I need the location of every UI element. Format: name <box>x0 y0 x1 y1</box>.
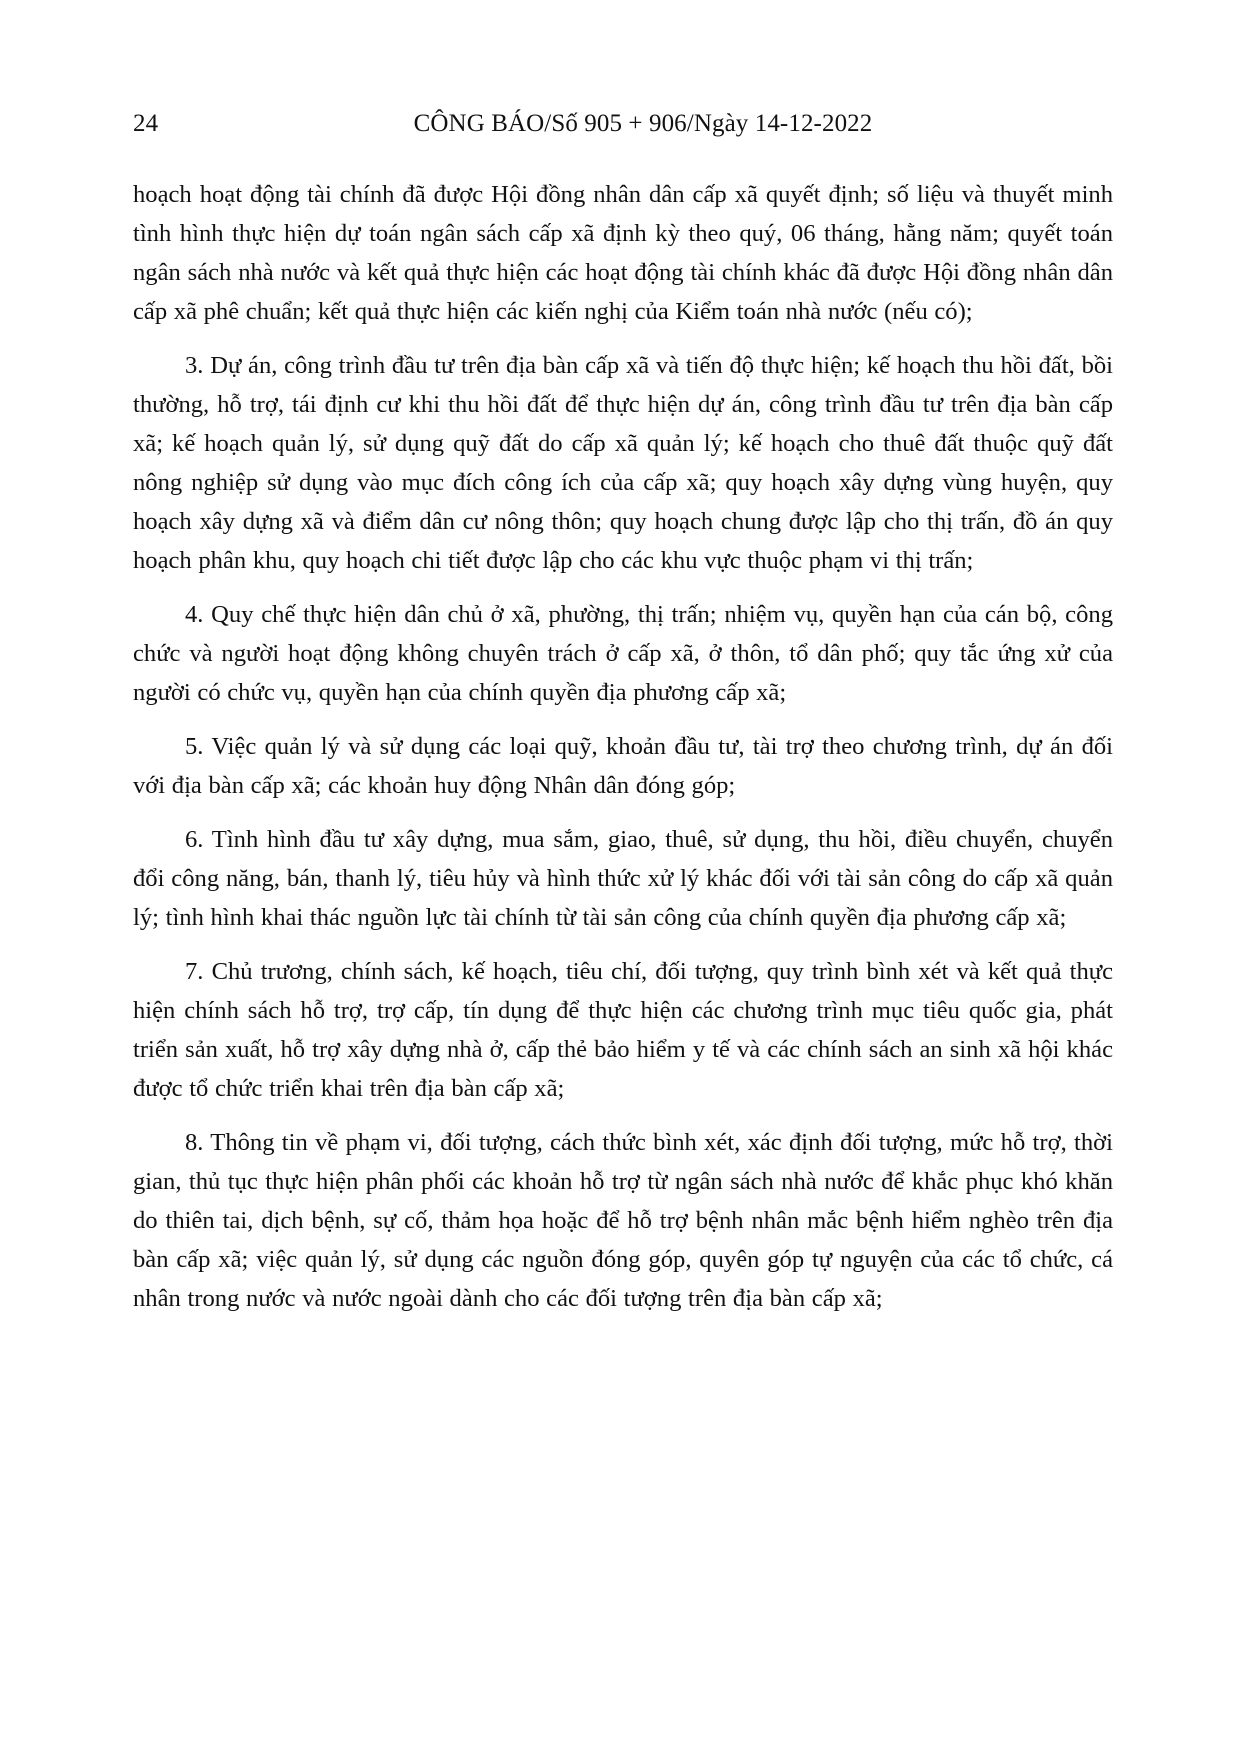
document-body <box>133 175 1113 1333</box>
page-number: 24 <box>133 110 159 137</box>
paragraph-item-6: 6. Tình hình đầu tư xây dựng, mua sắm, giao, thuê, sử dụng, thu hồi, điều chuyển, chuyển đổi công năng, bán, thanh lý, tiêu hủy và hình thức xử lý khác đối với tài sản công do cấp xã quản lý; tình hình khai thác nguồn lực tài chính từ tài sản công của chính quyền địa phương cấp xã; <box>133 826 1113 931</box>
page-header <box>133 104 1113 144</box>
paragraph-continued: hoạch hoạt động tài chính đã được Hội đồng nhân dân cấp xã quyết định; số liệu và thuyết minh tình hình thực hiện dự toán ngân sách cấp xã định kỳ theo quý, 06 tháng, hằng năm; quyết toán ngân sách nhà nước và kết quả thực hiện các hoạt động tài chính khác đã được Hội đồng nhân dân cấp xã phê chuẩn; kết quả thực hiện các kiến nghị của Kiểm toán nhà nước (nếu có); <box>133 181 1113 325</box>
running-title: CÔNG BÁO/Số 905 + 906/Ngày 14-12-2022 <box>413 110 873 137</box>
paragraph-item-7: 7. Chủ trương, chính sách, kế hoạch, tiêu chí, đối tượng, quy trình bình xét và kết quả thực hiện chính sách hỗ trợ, trợ cấp, tín dụng để thực hiện các chương trình mục tiêu quốc gia, phát triển sản xuất, hỗ trợ xây dựng nhà ở, cấp thẻ bảo hiểm y tế và các chính sách an sinh xã hội khác được tổ chức triển khai trên địa bàn cấp xã; <box>133 958 1113 1102</box>
paragraph-item-4: 4. Quy chế thực hiện dân chủ ở xã, phường, thị trấn; nhiệm vụ, quyền hạn của cán bộ, công chức và người hoạt động không chuyên trách ở cấp xã, ở thôn, tổ dân phố; quy tắc ứng xử của người có chức vụ, quyền hạn của chính quyền địa phương cấp xã; <box>133 601 1113 706</box>
paragraph-item-5: 5. Việc quản lý và sử dụng các loại quỹ, khoản đầu tư, tài trợ theo chương trình, dự án đối với địa bàn cấp xã; các khoản huy động Nhân dân đóng góp; <box>133 733 1113 799</box>
paragraph-item-8: 8. Thông tin về phạm vi, đối tượng, cách thức bình xét, xác định đối tượng, mức hỗ trợ, thời gian, thủ tục thực hiện phân phối các khoản hỗ trợ từ ngân sách nhà nước để khắc phục khó khăn do thiên tai, dịch bệnh, sự cố, thảm họa hoặc để hỗ trợ bệnh nhân mắc bệnh hiểm nghèo trên địa bàn cấp xã; việc quản lý, sử dụng các nguồn đóng góp, quyên góp tự nguyện của các tổ chức, cá nhân trong nước và nước ngoài dành cho các đối tượng trên địa bàn cấp xã; <box>133 1129 1113 1312</box>
paragraph-item-3: 3. Dự án, công trình đầu tư trên địa bàn cấp xã và tiến độ thực hiện; kế hoạch thu hồi đất, bồi thường, hỗ trợ, tái định cư khi thu hồi đất để thực hiện dự án, công trình đầu tư trên địa bàn cấp xã; kế hoạch quản lý, sử dụng quỹ đất do cấp xã quản lý; kế hoạch cho thuê đất thuộc quỹ đất nông nghiệp sử dụng vào mục đích công ích của cấp xã; quy hoạch xây dựng vùng huyện, quy hoạch xây dựng xã và điểm dân cư nông thôn; quy hoạch chung được lập cho thị trấn, đồ án quy hoạch phân khu, quy hoạch chi tiết được lập cho các khu vực thuộc phạm vi thị trấn; <box>133 352 1113 574</box>
